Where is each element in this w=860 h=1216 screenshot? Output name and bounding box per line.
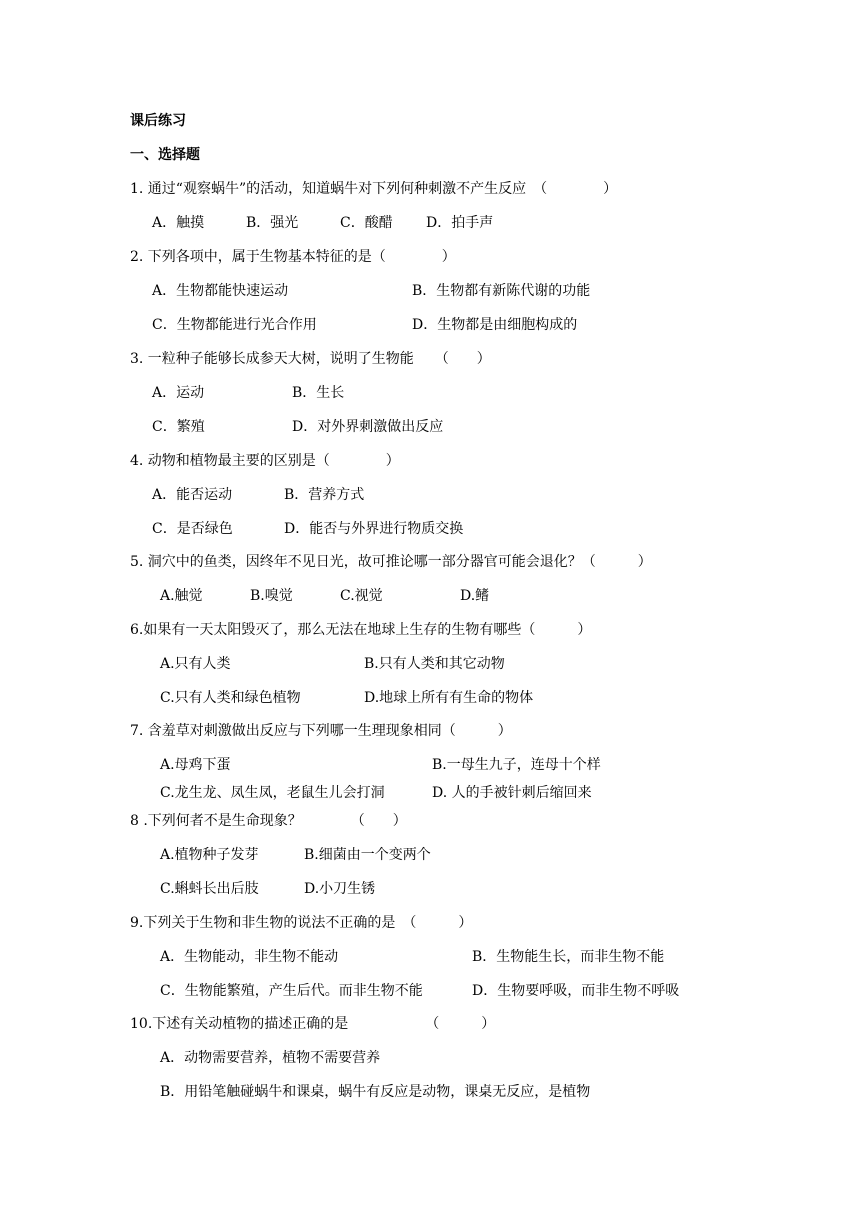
q1-option-b: B．强光 <box>246 215 299 231</box>
question-10-stem: 10.下述有关动植物的描述正确的是 （ ） <box>130 1016 496 1032</box>
question-4-stem: 4. 动物和植物最主要的区别是（ ） <box>130 453 400 469</box>
q8-option-b: B.细菌由一个变两个 <box>304 847 431 863</box>
q8-option-c: C.蝌蚪长出后肢 <box>160 881 259 897</box>
q3-option-b: B．生长 <box>292 385 345 401</box>
q3-option-c: C．繁殖 <box>152 419 205 435</box>
q9-option-b: B．生物能生长，而非生物不能 <box>472 949 665 965</box>
q3-option-d: D．对外界刺激做出反应 <box>292 419 444 435</box>
q5-option-b: B.嗅觉 <box>250 588 293 604</box>
q4-option-a: A．能否运动 <box>152 487 233 503</box>
q7-option-b: B.一母生九子，连母十个样 <box>432 757 601 773</box>
question-5-stem: 5. 洞穴中的鱼类，因终年不见日光，故可推论哪一部分器官可能会退化？（ ） <box>130 554 652 570</box>
q10-option-b: B．用铅笔触碰蜗牛和课桌，蜗牛有反应是动物，课桌无反应，是植物 <box>160 1084 591 1100</box>
q9-option-a: A．生物能动，非生物不能动 <box>160 949 339 965</box>
q9-option-c: C．生物能繁殖，产生后代。而非生物不能 <box>160 983 423 999</box>
question-7-stem: 7. 含羞草对刺激做出反应与下列哪一生理现象相同（ ） <box>130 723 512 739</box>
question-2-stem: 2. 下列各项中，属于生物基本特征的是（ ） <box>130 249 456 265</box>
q5-option-c: C.视觉 <box>340 588 383 604</box>
q3-option-a: A．运动 <box>152 385 205 401</box>
q2-option-a: A．生物都能快速运动 <box>152 283 289 299</box>
q7-option-a: A.母鸡下蛋 <box>160 757 231 773</box>
question-1-stem: 1. 通过“观察蜗牛”的活动，知道蜗牛对下列何种刺激不产生反应 （ ） <box>130 181 618 197</box>
q6-option-c: C.只有人类和绿色植物 <box>160 690 301 706</box>
q6-option-a: A.只有人类 <box>160 656 231 672</box>
q8-option-a: A.植物种子发芽 <box>160 847 259 863</box>
question-6-stem: 6.如果有一天太阳毁灭了，那么无法在地球上生存的生物有哪些（ ） <box>130 622 592 638</box>
q8-option-d: D.小刀生锈 <box>304 881 376 897</box>
question-8-stem: 8 .下列何者不是生命现象？ （ ） <box>130 813 407 829</box>
section-title: 一、选择题 <box>130 147 200 163</box>
q4-option-d: D．能否与外界进行物质交换 <box>284 521 464 537</box>
question-3-stem: 3. 一粒种子能够长成参天大树，说明了生物能 （ ） <box>130 351 491 367</box>
question-9-stem: 9.下列关于生物和非生物的说法不正确的是 （ ） <box>130 915 473 931</box>
q9-option-d: D．生物要呼吸，而非生物不呼吸 <box>472 983 680 999</box>
q2-option-b: B．生物都有新陈代谢的功能 <box>412 283 591 299</box>
q1-option-d: D．拍手声 <box>426 215 494 231</box>
q4-option-b: B．营养方式 <box>284 487 365 503</box>
q1-option-a: A．触摸 <box>152 215 205 231</box>
q6-option-b: B.只有人类和其它动物 <box>364 656 505 672</box>
page-heading: 课后练习 <box>130 113 186 129</box>
q5-option-a: A.触觉 <box>160 588 203 604</box>
q4-option-c: C．是否绿色 <box>152 521 233 537</box>
q6-option-d: D.地球上所有有生命的物体 <box>364 690 534 706</box>
q7-option-d: D. 人的手被针刺后缩回来 <box>432 785 592 801</box>
q7-option-c: C.龙生龙、凤生凤，老鼠生儿会打洞 <box>160 785 385 801</box>
q10-option-a: A．动物需要营养，植物不需要营养 <box>160 1050 381 1066</box>
q2-option-d: D．生物都是由细胞构成的 <box>412 317 578 333</box>
q1-option-c: C．酸醋 <box>340 215 393 231</box>
q2-option-c: C．生物都能进行光合作用 <box>152 317 317 333</box>
q5-option-d: D.鳍 <box>460 588 490 604</box>
